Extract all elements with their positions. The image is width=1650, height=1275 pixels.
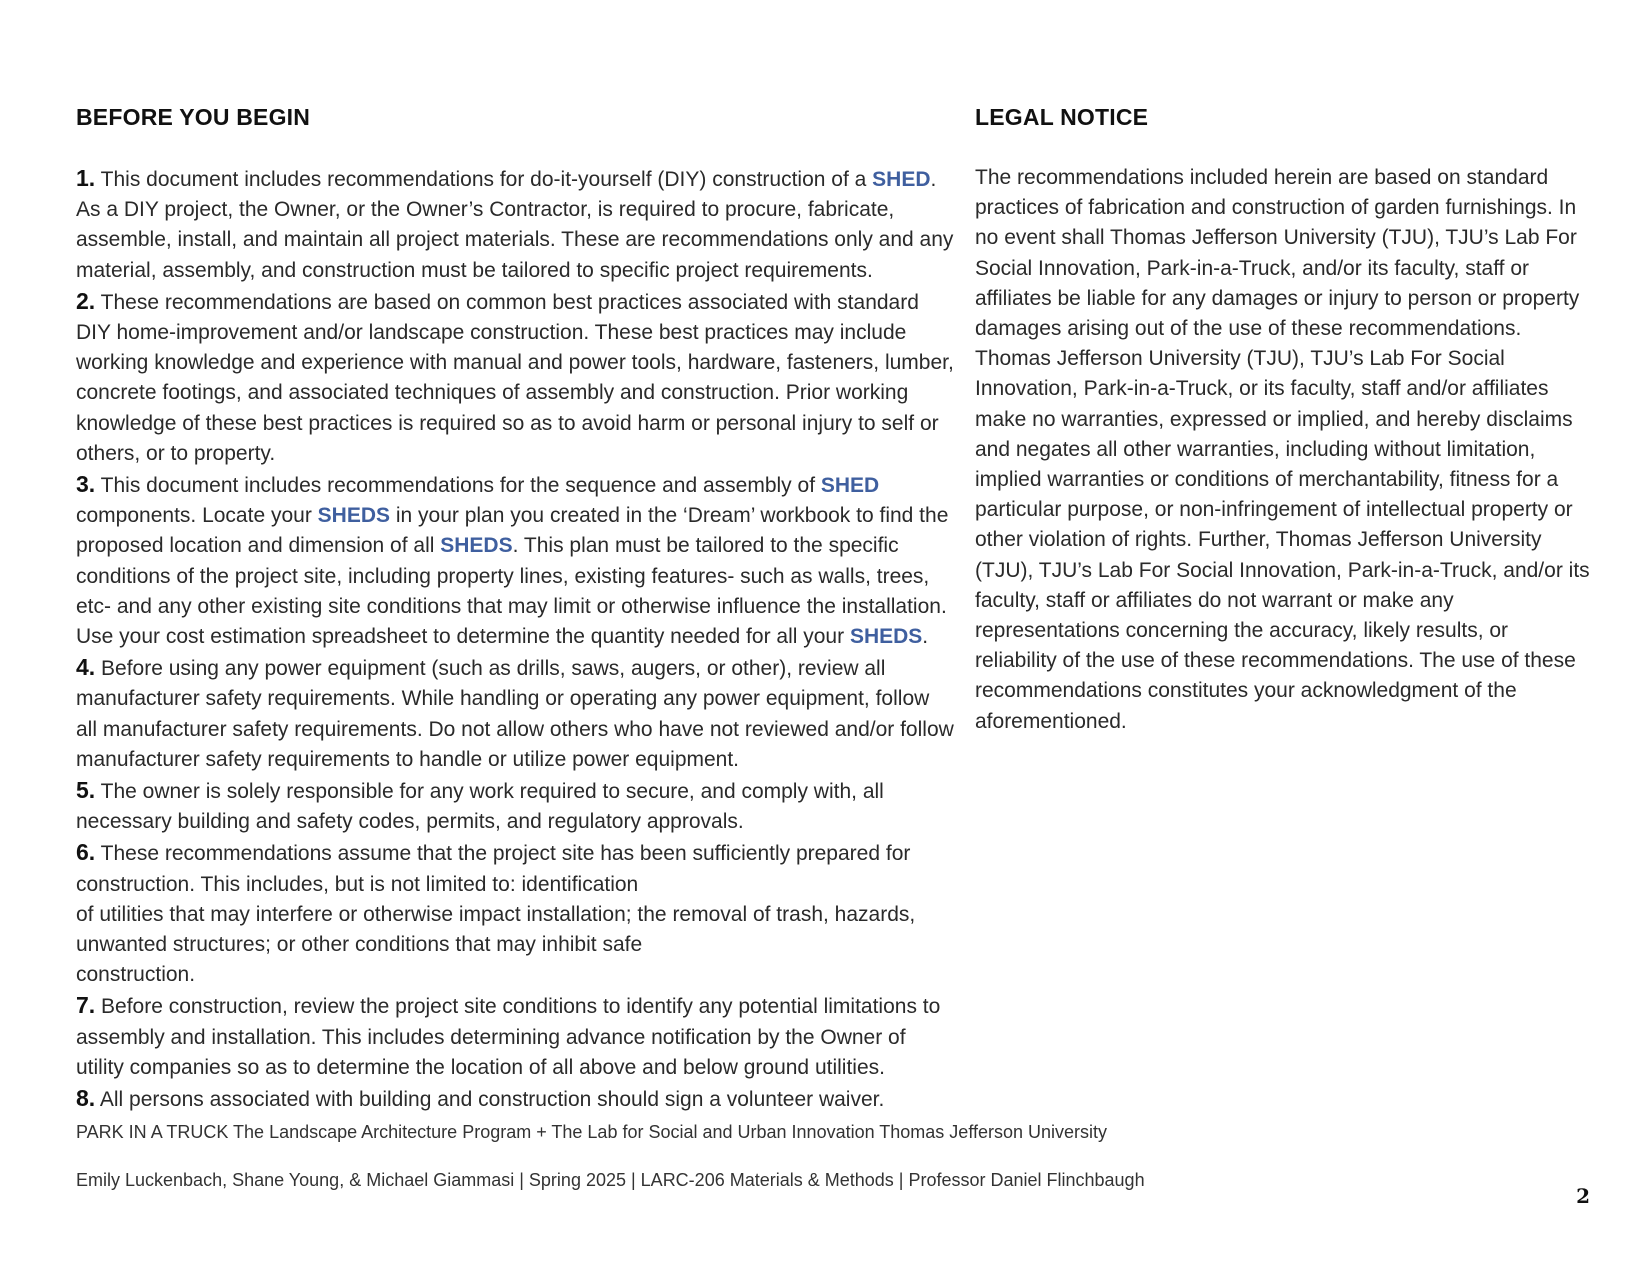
recommendation-item-8 — [76, 1083, 956, 1115]
before-you-begin-section — [76, 100, 956, 1115]
item-number: 5. — [76, 777, 96, 804]
item-text: components. Locate your — [76, 504, 318, 528]
item-text: The owner is solely responsible for any work required to secure, and comply with, all necessary building and safety codes, permits, and regulatory approvals. — [76, 780, 884, 834]
shed-highlight: SHED — [820, 474, 880, 498]
item-number: 6. — [76, 839, 96, 866]
sheds-highlight: SHEDS — [317, 504, 391, 528]
item-text: of utilities that may interfere or otherwise impact installation; the removal of trash, hazards, unwanted structures; or other conditions that may inhibit safe — [76, 902, 916, 957]
item-number: 3. — [76, 471, 96, 498]
item-text: This document includes recommendations for do-it-yourself (DIY) construction of a — [95, 168, 873, 191]
item-number: 8. — [76, 1085, 96, 1112]
item-text: . — [922, 625, 929, 649]
footer-authors-credit: Emily Luckenbach, Shane Young, & Michael Giammasi | Spring 2025 | LARC-206 Materials & Methods | Professor Daniel Flinchbaugh — [76, 1170, 1145, 1190]
item-text: These recommendations assume that the project site has been sufficiently prepared for construction. This includes, but is not limited to: identification — [76, 842, 911, 896]
item-number: 1. — [76, 165, 96, 191]
recommendation-item-4 — [76, 652, 956, 775]
recommendation-item-2 — [76, 286, 956, 469]
legal-notice-body: The recommendations included herein are based on standard practices of fabrication and construction of garden furnishings. In no event shall Thomas Jefferson University (TJU), TJU’s Lab For Social Innovation, Park-in-a-Truck, and/or its faculty, staff or affiliates be liable for any damages or injury to person or property damages arising out of the use of these recommendations. Thomas Jefferson University (TJU), TJU’s Lab For Social Innovation, Park-in-a-Truck, or its faculty, staff and/or affiliates make no warranties, expressed or implied, and hereby disclaims and negates all other warranties, including without limitation, implied warranties or conditions of merchantability, fitness for a particular purpose, or non-infringement of intellectual property or other violation of rights. Further, Thomas Jefferson University (TJU), TJU’s Lab For Social Innovation, Park-in-a-Truck, and/or its faculty, staff or affiliates do not warrant or make any representations concerning the accuracy, likely results, or reliability of the use of these recommendations. The use of these recommendations constitutes your acknowledgment of the aforementioned. — [975, 166, 1590, 733]
item-text: Before construction, review the project site conditions to identify any potential limitations to assembly and installation. This includes determining advance notification by the Owner of utility companies so as to determine the location of all above and below ground utilities. — [76, 995, 941, 1079]
item-number: 2. — [76, 287, 96, 314]
before-you-begin-heading: BEFORE YOU BEGIN — [76, 104, 311, 130]
item-text: These recommendations are based on common best practices associated with standard DIY home-improvement and/or landscape construction. These best practices may include working knowledge and experience with manual and power tools, hardware, fasteners, lumber, concrete footings, and associated techniques of assembly and construction. Prior working knowledge of these best practices is required so as to avoid harm or personal injury to self or others, or to property. — [76, 290, 954, 465]
item-text: Before using any power equipment (such as drills, saws, augers, or other), review all manufacturer safety requirements. While handling or operating any power equipment, follow all manufacturer safety requirements. Do not allow others who have not reviewed and/or follow manufacturer safety requirements to handle or utilize power equipment. — [76, 657, 954, 771]
recommendation-item-7 — [76, 990, 956, 1083]
legal-notice-section — [975, 100, 1590, 737]
legal-notice-heading: LEGAL NOTICE — [975, 104, 1149, 130]
item-text: in your plan you created in the ‘Dream’ workbook to find the proposed location and dimension of all — [76, 504, 949, 558]
sheds-highlight: SHEDS — [440, 534, 513, 558]
sheds-highlight: SHEDS — [849, 625, 923, 649]
item-text: construction. — [76, 963, 196, 987]
recommendation-item-1 — [76, 163, 956, 286]
item-text: This document includes recommendations for the sequence and assembly of — [95, 474, 821, 498]
shed-highlight: SHED — [872, 168, 931, 191]
item-text: . This plan must be tailored to the specific conditions of the project site, including property lines, existing features- such as walls, trees, etc- and any other existing site conditions that may limit or otherwise influence the installation. Use your cost estimation spreadsheet to determine the quantity needed for all your — [76, 534, 947, 649]
item-text: All persons associated with building and construction should sign a volunteer waiver. — [95, 1088, 885, 1112]
recommendation-item-5 — [76, 775, 956, 837]
item-text: . As a DIY project, the Owner, or the Owner’s Contractor, is required to procure, fabricate, assemble, install, and maintain all project materials. These are recommendations only and any material, assembly, and construction must be tailored to specific project requirements. — [76, 168, 954, 282]
item-number: 4. — [76, 654, 96, 681]
recommendation-item-6 — [76, 837, 956, 990]
footer-program-credit: PARK IN A TRUCK The Landscape Architecture Program + The Lab for Social and Urban Innovation Thomas Jefferson University — [76, 1122, 1108, 1142]
page-number: 2 — [1576, 1184, 1590, 1208]
item-number: 7. — [76, 992, 96, 1019]
recommendation-item-3 — [76, 469, 956, 652]
